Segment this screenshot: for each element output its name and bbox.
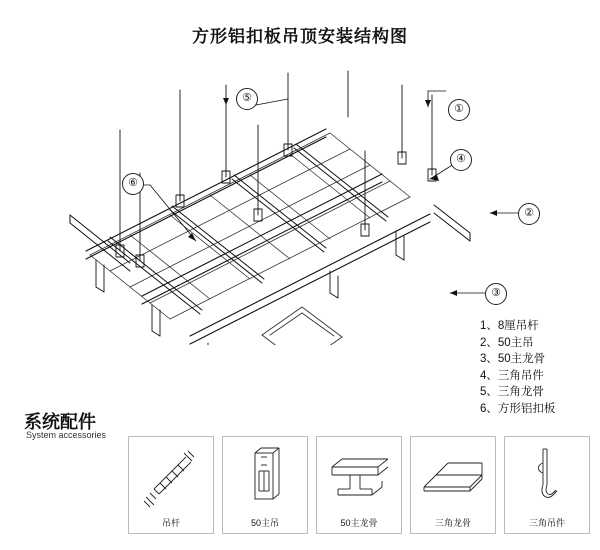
hanger-rod-icon bbox=[129, 443, 213, 513]
accessory-card-triangle-keel bbox=[410, 436, 496, 534]
accessory-label-triangle-hanger: 三角吊件 bbox=[528, 518, 565, 528]
legend-item-1: 1、8厘吊杆 bbox=[480, 320, 539, 332]
legend-item-3: 3、50主龙骨 bbox=[480, 353, 546, 365]
accessory-label-main-hanger: 50主吊 bbox=[250, 518, 279, 528]
accessory-label-main-keel: 50主龙骨 bbox=[340, 518, 378, 528]
page-title: 方形铝扣板吊顶安装结构图 bbox=[192, 27, 408, 46]
callout-5: ⑤ bbox=[236, 88, 258, 110]
ceiling-structure-drawing bbox=[30, 55, 534, 345]
legend-list bbox=[480, 318, 555, 417]
main-keel-icon bbox=[317, 443, 401, 513]
callout-2: ② bbox=[518, 203, 540, 225]
legend-item-2: 2、50主吊 bbox=[480, 336, 534, 349]
legend-item-4: 4、三角吊件 bbox=[480, 369, 544, 382]
accessory-card-hanger-rod bbox=[128, 436, 214, 534]
legend-item-6: 6、方形铝扣板 bbox=[480, 402, 556, 415]
triangle-hanger-icon bbox=[505, 443, 589, 513]
accessory-label-hanger-rod: 吊杆 bbox=[161, 518, 180, 528]
accessory-card-triangle-hanger bbox=[504, 436, 590, 534]
triangle-keel-icon bbox=[411, 443, 495, 513]
accessory-card-main-keel bbox=[316, 436, 402, 534]
legend-item-5: 5、三角龙骨 bbox=[480, 386, 544, 398]
accessories-row bbox=[128, 436, 590, 534]
accessory-label-triangle-keel: 三角龙骨 bbox=[434, 518, 471, 528]
accessories-subtitle: System accessories bbox=[26, 430, 107, 440]
main-hanger-icon bbox=[223, 443, 307, 513]
accessory-card-main-hanger bbox=[222, 436, 308, 534]
callout-1: ① bbox=[448, 99, 470, 121]
accessories-title: 系统配件 bbox=[24, 412, 96, 432]
callout-4: ④ bbox=[450, 149, 472, 171]
callout-6: ⑥ bbox=[122, 173, 144, 195]
callout-3: ③ bbox=[485, 283, 507, 305]
